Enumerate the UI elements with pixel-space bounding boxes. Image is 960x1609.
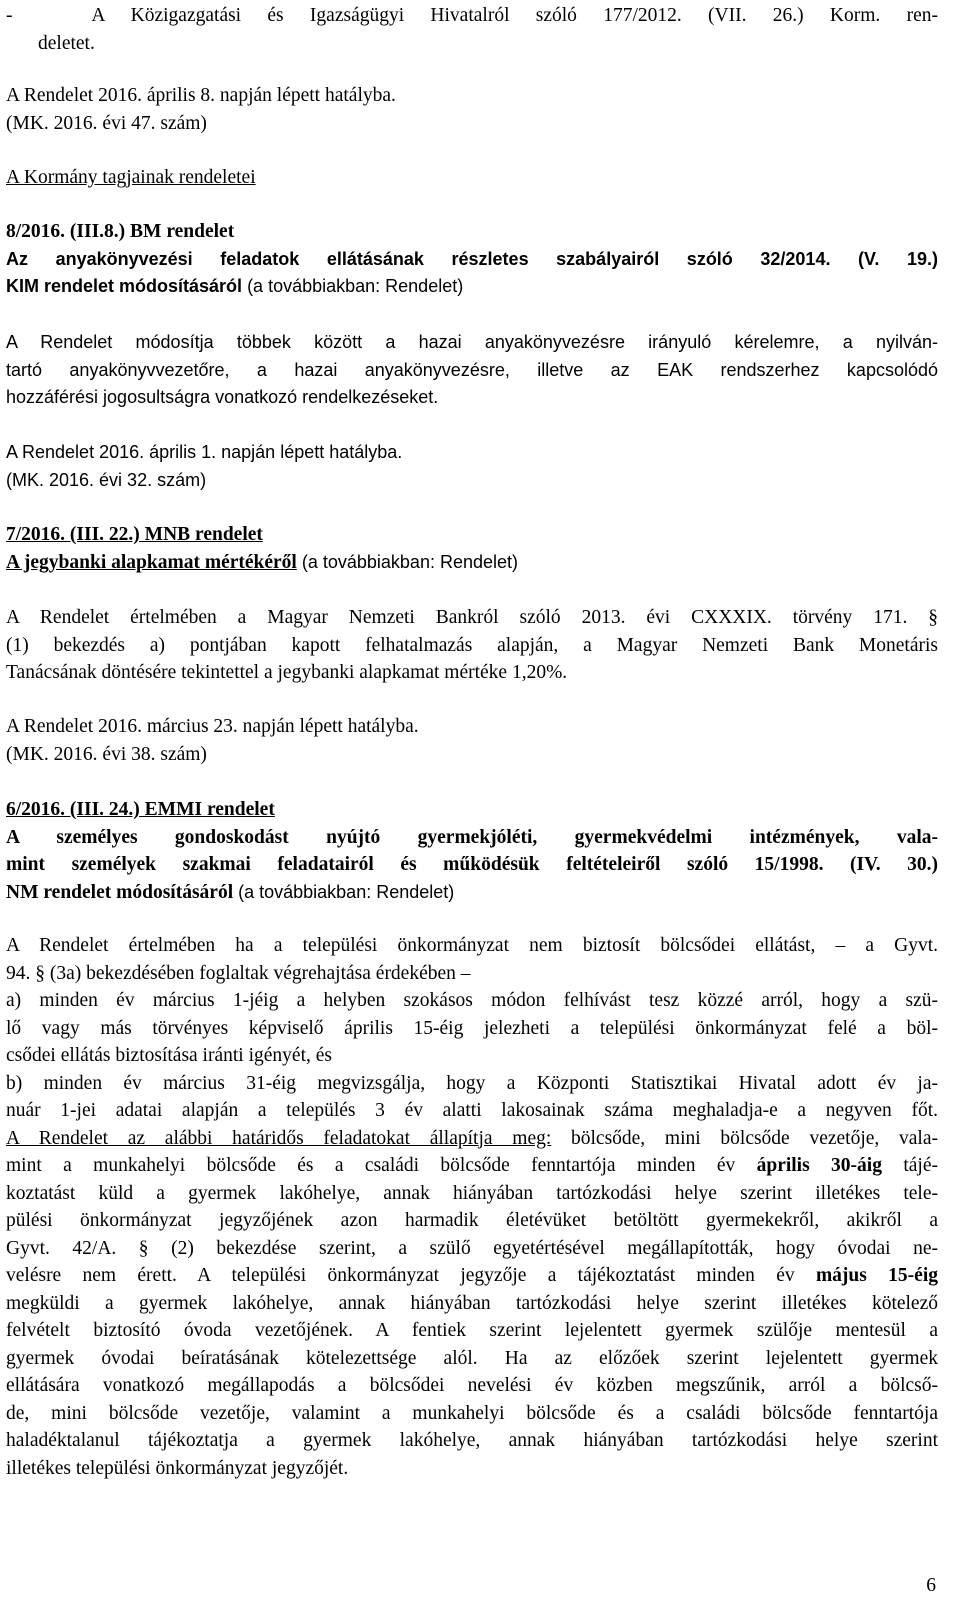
regulation-number: 8/2016. (III.8.) BM rendelet: [6, 221, 235, 242]
gazette-ref: (MK. 2016. évi 38. szám): [6, 743, 207, 765]
list-item-a: csődei ellátás biztosítása iránti igényét, és: [6, 1045, 332, 1066]
body-text: haladéktalanul tájékoztatja a gyermek lakóhelye, annak hiányában tartózkodási helye szerint: [6, 1430, 938, 1451]
regulation-title: mint személyek szakmai feladatairól és működésük feltételeiről szóló 15/1998. (IV. 30.): [6, 854, 938, 875]
deadline-date: május 15-éig: [815, 1265, 938, 1286]
body-text: A Rendelet értelmében a Magyar Nemzeti Bankról szóló 2013. évi CXXXIX. törvény 171. §: [6, 607, 938, 628]
body-text: koztatást küld a gyermek lakóhelye, annak hiányában tartózkodási helye szerint illetékes tele-: [6, 1182, 938, 1204]
body-text: velésre nem érett. A települési önkormányzat jegyzője a tájékoztatást minden év: [6, 1265, 816, 1286]
section-heading: A Kormány tagjainak rendeletei: [6, 167, 256, 188]
body-text: tájé-: [881, 1155, 938, 1176]
page-number: 6: [926, 1575, 936, 1596]
list-item-a: a) minden év március 1-jéig a helyben szokásos módon felhívást tesz közzé arról, hogy a szü-: [6, 990, 938, 1011]
body-text: felvételt biztosító óvoda vezetőjének. A fentiek szerint lejelentett gyermek szülője mentesül a: [6, 1320, 938, 1341]
body-text: megküldi a gyermek lakóhelye, annak hiányában tartózkodási helye szerint illetékes kötelező: [6, 1292, 938, 1314]
deadline-intro: A Rendelet az alábbi határidős feladatokat állapítja meg:: [6, 1127, 552, 1149]
regulation-title-suffix: (a továbbiakban: Rendelet): [242, 276, 464, 296]
body-text: mint a munkahelyi bölcsőde és a családi bölcsőde fenntartója minden év: [6, 1155, 757, 1176]
body-text: ellátására vonatkozó megállapodás a bölcsődei nevelési év közben megszűnik, arról a bölcső-: [6, 1375, 938, 1396]
body-text: tartó anyakönyvvezetőre, a hazai anyakönyvezésre, illetve az EAK rendszerhez kapcsolódó: [6, 359, 938, 380]
regulation-title: KIM rendelet módosításáról: [6, 276, 243, 296]
regulation-title: A jegybanki alapkamat mértékéről: [6, 551, 297, 573]
list-item-line: - A Közigazgatási és Igazságügyi Hivatalról szóló 177/2012. (VII. 26.) Korm. ren-: [6, 5, 938, 26]
list-item-line: deletet.: [38, 32, 95, 54]
body-text: Gyvt. 42/A. § (2) bekezdése szerint, a szülő egyetértésével megállapították, hogy óvodai ne-: [6, 1237, 938, 1259]
body-text: A Rendelet értelmében ha a települési önkormányzat nem biztosít bölcsődei ellátást, – a Gyvt.: [6, 935, 938, 956]
list-item-a: lő vagy más törvényes képviselő április 15-éig jelezheti a települési önkormányzat felé a böl-: [6, 1017, 938, 1039]
regulation-title: NM rendelet módosításáról: [6, 881, 234, 903]
list-item-b: b) minden év március 31-éig megvizsgálja, hogy a Központi Statisztikai Hivatal adott év ja-: [6, 1072, 938, 1094]
regulation-title-suffix: (a továbbiakban: Rendelet): [296, 551, 519, 572]
body-text: bölcsőde, mini bölcsőde vezetője, vala-: [551, 1127, 938, 1149]
effective-date: A Rendelet 2016. április 8. napján lépett hatályba.: [6, 85, 396, 106]
effective-date: A Rendelet 2016. április 1. napján lépett hatályba.: [6, 442, 403, 462]
regulation-number: 7/2016. (III. 22.) MNB rendelet: [6, 524, 263, 545]
list-item-korm-rendelet: [6, 2, 938, 57]
list-item-b: nuár 1-jei adatai alapján a település 3 év alatti lakosainak száma meghaladja-e a negyven főt.: [6, 1100, 938, 1121]
gazette-ref: (MK. 2016. évi 32. szám): [6, 469, 207, 490]
body-text: Tanácsának döntésére tekintettel a jegybanki alapkamat mértéke 1,20%.: [6, 662, 568, 683]
regulation-title: Az anyakönyvezési feladatok ellátásának részletes szabályairól szóló 32/2014. (V. 19.): [6, 248, 938, 269]
body-text: hozzáférési jogosultságra vonatkozó rendelkezéseket.: [6, 387, 439, 407]
deadline-date: április 30-áig: [756, 1155, 882, 1176]
regulation-title-suffix: (a továbbiakban: Rendelet): [233, 881, 455, 902]
body-text: (1) bekezdés a) pontjában kapott felhatalmazás alapján, a Magyar Nemzeti Bank Monetáris: [6, 634, 938, 656]
gazette-ref: (MK. 2016. évi 47. szám): [6, 112, 207, 134]
body-text: illetékes települési önkormányzat jegyzőjét.: [6, 1457, 349, 1479]
body-text: pülési önkormányzat jegyzőjének azon harmadik életévüket betöltött gyermekekről, akikről a: [6, 1210, 938, 1231]
body-text: A Rendelet módosítja többek között a hazai anyakönyvezésre irányuló kérelemre, a nyilván-: [6, 332, 938, 352]
effective-date: A Rendelet 2016. március 23. napján lépett hatályba.: [6, 716, 419, 737]
regulation-title: A személyes gondoskodást nyújtó gyermekjóléti, gyermekvédelmi intézmények, vala-: [6, 826, 938, 848]
body-text: 94. § (3a) bekezdésében foglaltak végrehajtása érdekében –: [6, 962, 471, 984]
body-text: gyermek óvodai beíratásának kötelezettsége alól. Ha az előzőek szerint lejelentett gyermek: [6, 1347, 938, 1369]
regulation-number: 6/2016. (III. 24.) EMMI rendelet: [6, 799, 275, 820]
body-text: de, mini bölcsőde vezetője, valamint a munkahelyi bölcsőde és a családi bölcsőde fenntartója: [6, 1402, 938, 1424]
